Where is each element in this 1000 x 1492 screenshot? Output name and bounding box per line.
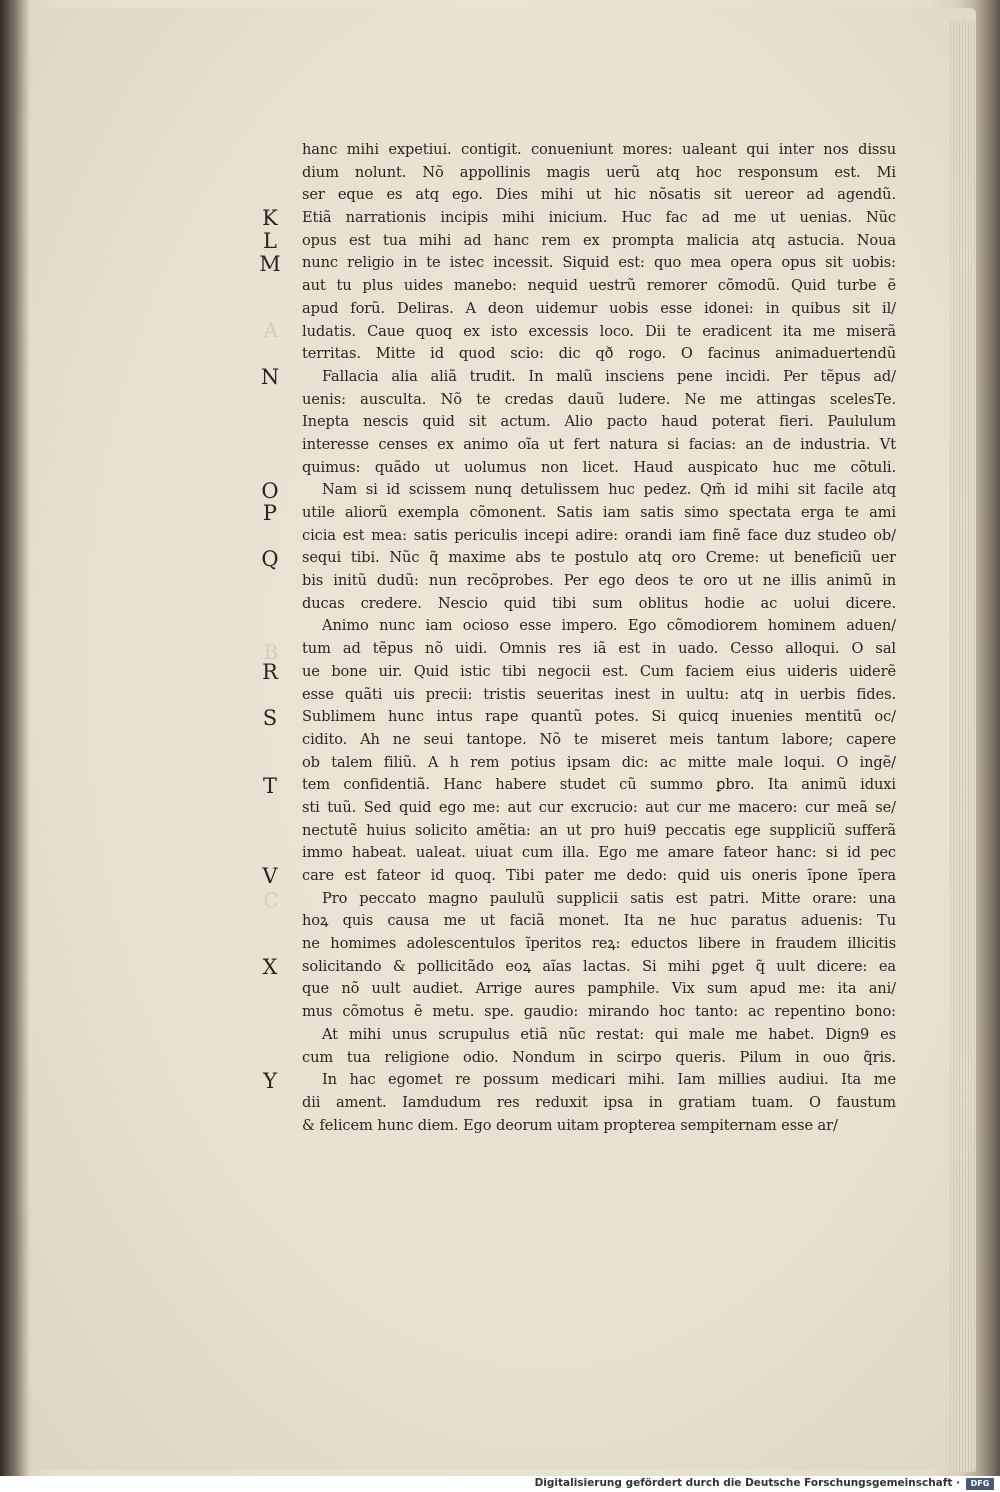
text-line: Nam si id scissem nunq detulissem huc pedez. Qm̃ id mihi sit facile atq [322,481,896,499]
marginal-letter: K [262,206,278,231]
text-line: quimus: quãdo ut uolumus non licet. Haud auspicato huc me cõtuli. [302,458,896,476]
text-line: Etiã narrationis incipis mihi inicium. Huc fac ad me ut uenias. Nũc [302,209,896,227]
book-gutter [0,0,30,1476]
text-line: dii ament. Iamdudum res reduxit ipsa in gratiam tuam. O faustum [302,1093,896,1111]
text-line: Sublimem hunc intus rape quantũ potes. Si quicq inuenies mentitũ oc/ [302,708,896,726]
text-line: bis initũ dudũ: nun recõprobes. Per ego deos te oro ut ne illis animũ in [302,572,896,590]
text-line: cidito. Ah ne seui tantope. Nõ te miseret meis tantum labore; capere [302,730,896,748]
text-line: sti tuũ. Sed quid ego me: aut cur excrucio: aut cur me macero: cur meã se/ [302,798,896,816]
marginal-letter: S [262,705,278,730]
main-text-block [302,139,896,1137]
text-line: nunc religio in te istec incessit. Siquid est: quo mea opera opus sit uobis: [302,254,896,272]
text-line: cum tua religione odio. Nondum in scirpo queris. Pilum in ouo q̃ris. [302,1048,896,1066]
marginal-letter: N [260,365,280,389]
marginal-letter: T [262,773,277,798]
text-line: & felicem hunc diem. Ego deorum uitam propterea sempiternam esse ar/ [302,1116,838,1134]
text-line: interesse censes ex animo oĩa ut fert natura si facias: an de industria. Vt [302,435,896,453]
text-line: uenis: ausculta. Nõ te credas dauũ ludere. Ne me attingas scelesTe. [302,390,896,408]
show-through-mark: A [263,318,279,342]
text-line: aut tu plus uides manebo: nequid uestrũ remorer cõmodũ. Quid turbe ẽ [302,277,896,295]
text-line: nectutẽ huius solicito amẽtia: an ut pro hui9 peccatis ege suppliciũ sufferã [302,821,896,839]
text-line: tum ad tẽpus nõ uidi. Omnis res iã est in uado. Cesso alloqui. O sal [302,640,896,658]
footer-bar [0,1476,1000,1492]
text-line: solicitando & pollicitãdo eoꝝ aĩas lactas. Si mihi ꝑget q̃ uult dicere: ea [302,957,896,975]
text-line: care est fateor id quoq. Tibi pater me dedo: quid uis oneris ĩpone ĩpera [302,867,896,884]
text-line: At mihi unus scrupulus etiã nũc restat: qui male me habet. Dign9 es [322,1025,896,1043]
marginal-letter: M [259,251,281,276]
marginal-letter: Q [261,546,279,571]
marginal-letter: O [261,478,279,503]
text-line: dium nolunt. Nõ appollinis magis uerũ atq hoc responsum est. Mi [302,163,896,181]
text-line: opus est tua mihi ad hanc rem ex prompta malicia atq astucia. Noua [302,231,896,249]
marginal-letter: X [262,955,278,980]
text-line: esse quãti uis precii: tristis seueritas inest in uultu: atq in uerbis fides. [302,685,896,703]
text-line: hoꝝ quis causa me ut faciã monet. Ita ne huc paratus aduenis: Tu [302,912,896,930]
text-line: hanc mihi expetiui. contigit. conueniunt mores: ualeant qui inter nos dissu [302,141,896,158]
text-line: In hac egomet re possum medicari mihi. Iam millies audiui. Ita me [322,1071,896,1089]
marginal-letter: V [262,864,278,889]
text-line: ludatis. Caue quoq ex isto excessis loco. Dii te eradicent ita me miserã [302,322,896,340]
page-fore-edge [950,20,976,1472]
marginal-letter: P [262,501,278,526]
text-line: ser eque es atq ego. Dies mihi ut hic nõsatis sit uereor ad agendũ. [302,186,896,204]
text-line: Inepta nescis quid sit actum. Alio pacto haud poterat fieri. Paululum [302,413,896,431]
text-line: ducas credere. Nescio quid tibi sum oblitus hodie ac uolui dicere. [302,594,896,612]
text-line: ne homimes adolescentulos ĩperitos reꝝ: eductos libere in fraudem illicitis [302,935,896,953]
marginal-letter: L [263,228,277,253]
marginal-letter: R [262,660,278,685]
show-through-mark: B [263,640,279,664]
text-line: utile aliorũ exempla cõmonent. Satis iam satis simo spectata erga te ami [302,504,896,521]
text-line: sequi tibi. Nũc q̃ maxime abs te postulo atq oro Creme: ut beneficiũ uer [302,549,896,567]
text-line: territas. Mitte id quod scio: dic qð rogo. O facinus animaduertendũ [302,345,896,363]
text-line: Animo nunc iam ocioso esse impero. Ego cõmodiorem hominem aduen/ [322,617,896,635]
text-line: apud forũ. Deliras. A deon uidemur uobis esse idonei: in quibus sit il/ [302,299,896,317]
text-line: tem confidentiã. Hanc habere studet cũ summo ꝑbro. Ita animũ iduxi [302,776,896,794]
text-line: ob talem filiũ. A h rem potius ipsam dic: ac mitte male loqui. O ingẽ/ [302,753,896,771]
dfg-logo: DFG [966,1478,994,1490]
text-line: immo habeat. ualeat. uiuat cum illa. Ego me amare fateor hanc: si id pec [302,844,896,862]
text-line: ue bone uir. Quid istic tibi negocii est. Cum faciem eius uideris uiderẽ [302,662,896,680]
marginal-letter: Y [263,1068,277,1093]
text-line: cicia est mea: satis periculis incepi adire: orandi iam finẽ face duz studeo ob/ [302,526,896,544]
footer-credit: Digitalisierung gefördert durch die Deutsche Forschungsgemeinschaft · [534,1477,960,1489]
text-line: mus cõmotus ẽ metu. spe. gaudio: mirando hoc tanto: ac repentino bono: [302,1003,896,1021]
text-line: que nõ uult audiet. Arrige aures pamphile. Vix sum apud me: ita ani/ [302,980,896,998]
text-line: Pro peccato magno paululũ supplicii satis est patri. Mitte orare: una [322,889,896,907]
text-line: Fallacia alia aliã trudit. In malũ insciens pene incidi. Per tẽpus ad/ [322,367,896,385]
show-through-mark: C [263,888,279,912]
